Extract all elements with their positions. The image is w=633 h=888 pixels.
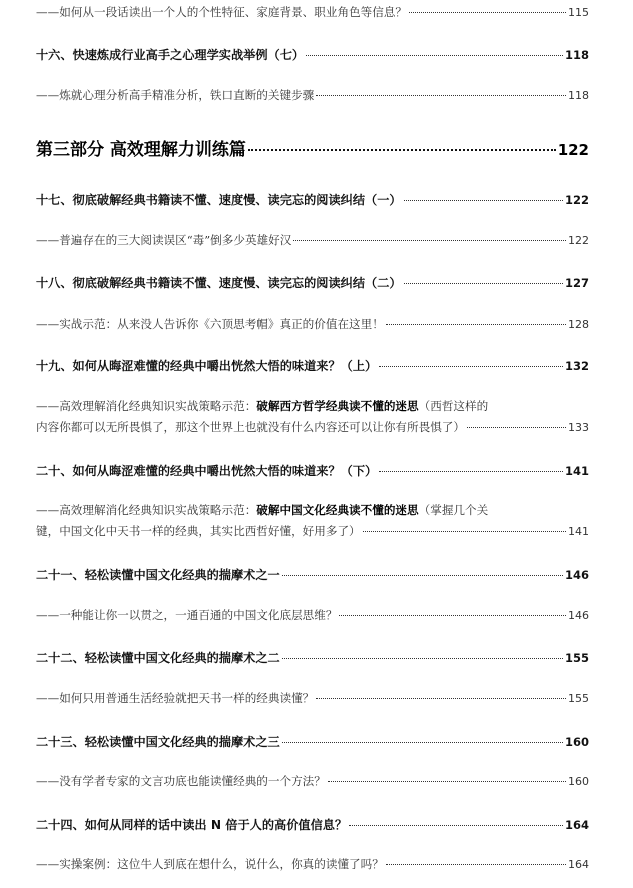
- entry-text: ——炼就心理分析高手精准分析，铁口直断的关键步骤: [36, 88, 315, 102]
- entry-text: ——如何从一段话读出一个人的个性特征、家庭背景、职业角色等信息？: [36, 5, 408, 19]
- toc-entry-subtitle[interactable]: [36, 690, 589, 706]
- dot-leader: [379, 471, 563, 472]
- page-number: 141: [568, 525, 589, 538]
- page-number: 141: [564, 464, 589, 478]
- toc-entry-chapter[interactable]: [36, 191, 589, 208]
- toc-entry-subtitle-multiline[interactable]: [36, 396, 589, 438]
- dot-leader: [349, 825, 563, 826]
- toc-entry-chapter[interactable]: [36, 274, 589, 291]
- dot-leader: [467, 427, 566, 428]
- entry-text: ——实战示范：从来没人告诉你《六顶思考帽》真正的价值在这里！: [36, 317, 384, 331]
- page-number: 122: [564, 193, 589, 207]
- toc-entry-subtitle[interactable]: [36, 316, 589, 332]
- entry-text: ——一种能让你一以贯之，一通百通的中国文化底层思维？: [36, 608, 338, 622]
- page-number: 128: [568, 318, 589, 331]
- page-number: 115: [568, 6, 589, 19]
- page-number: 146: [568, 609, 589, 622]
- dot-leader: [282, 742, 563, 743]
- entry-text: ——实操案例：这位牛人到底在想什么，说什么，你真的读懂了吗？: [36, 857, 384, 871]
- dot-leader: [248, 149, 556, 151]
- dot-leader: [339, 615, 566, 616]
- entry-highlight: 破解中国文化经典读不懂的迷思: [256, 503, 419, 517]
- toc-entry-chapter[interactable]: [36, 816, 589, 833]
- dot-leader: [379, 366, 563, 367]
- entry-text: ——没有学者专家的文言功底也能读懂经典的一个方法？: [36, 774, 326, 788]
- entry-line-1: [36, 500, 589, 521]
- page-number: 122: [557, 141, 589, 159]
- toc-entry-chapter[interactable]: [36, 733, 589, 750]
- toc-entry-part[interactable]: [36, 135, 589, 160]
- dot-leader: [386, 324, 566, 325]
- page-number: 127: [564, 276, 589, 290]
- entry-highlight: 破解西方哲学经典读不懂的迷思: [256, 399, 419, 413]
- entry-prefix: ——高效理解消化经典知识实战策略示范：: [36, 399, 257, 413]
- dot-leader: [282, 658, 563, 659]
- page-number: 155: [564, 651, 589, 665]
- dot-leader: [306, 55, 563, 56]
- entry-text: ——普遍存在的三大阅读误区“毒”倒多少英雄好汉: [36, 233, 292, 247]
- dot-leader: [328, 781, 566, 782]
- entry-text: 十七、彻底破解经典书籍读不懂、速度慢、读完忘的阅读纠结（一）: [36, 193, 402, 207]
- toc-page: [36, 0, 589, 888]
- entry-rest: （西哲这样的: [418, 399, 489, 413]
- dot-leader: [363, 531, 566, 532]
- toc-entry-subtitle[interactable]: [36, 773, 589, 789]
- toc-entry-subtitle[interactable]: [36, 607, 589, 623]
- toc-entry-subtitle[interactable]: [36, 856, 589, 872]
- dot-leader: [282, 575, 563, 576]
- dot-leader: [316, 95, 566, 96]
- entry-text: 第三部分 高效理解力训练篇: [36, 140, 246, 160]
- page-number: 118: [568, 89, 589, 102]
- page-number: 133: [568, 421, 589, 434]
- toc-entry-subtitle-multiline[interactable]: [36, 500, 589, 542]
- dot-leader: [316, 698, 566, 699]
- entry-continuation: 内容你都可以无所畏惧了，那这个世界上也就没有什么内容还可以让你有所畏惧了）: [36, 420, 465, 434]
- entry-continuation: 键，中国文化中天书一样的经典，其实比西哲好懂，好用多了）: [36, 524, 361, 538]
- entry-text: 二十三、轻松读懂中国文化经典的揣摩术之三: [36, 735, 280, 749]
- page-number: 164: [568, 858, 589, 871]
- entry-line-2: [36, 417, 589, 438]
- dot-leader: [409, 12, 566, 13]
- entry-line-2: [36, 521, 589, 542]
- dot-leader: [404, 283, 563, 284]
- page-number: 146: [564, 568, 589, 582]
- entry-prefix: ——高效理解消化经典知识实战策略示范：: [36, 503, 257, 517]
- page-number: 160: [564, 735, 589, 749]
- toc-entry-chapter[interactable]: [36, 46, 589, 63]
- entry-text: 十九、如何从晦涩难懂的经典中嚼出恍然大悟的味道来？（上）: [36, 359, 378, 373]
- page-number: 132: [564, 359, 589, 373]
- toc-entry-chapter[interactable]: [36, 566, 589, 583]
- toc-entry-chapter[interactable]: [36, 462, 589, 479]
- dot-leader: [404, 200, 563, 201]
- toc-entry-subtitle[interactable]: [36, 232, 589, 248]
- dot-leader: [386, 864, 566, 865]
- page-number: 164: [564, 818, 589, 832]
- entry-text: 二十、如何从晦涩难懂的经典中嚼出恍然大悟的味道来？（下）: [36, 464, 378, 478]
- entry-text: 十六、快速炼成行业高手之心理学实战举例（七）: [36, 48, 305, 62]
- toc-entry-subtitle[interactable]: [36, 87, 589, 103]
- entry-rest: （掌握几个关: [418, 503, 489, 517]
- entry-text: 二十二、轻松读懂中国文化经典的揣摩术之二: [36, 651, 280, 665]
- toc-entry-chapter[interactable]: [36, 649, 589, 666]
- entry-text: 二十四、如何从同样的话中读出 N 倍于人的高价值信息？: [36, 818, 348, 832]
- dot-leader: [293, 240, 566, 241]
- toc-entry-subtitle[interactable]: [36, 4, 589, 20]
- entry-text: 十八、彻底破解经典书籍读不懂、速度慢、读完忘的阅读纠结（二）: [36, 276, 402, 290]
- entry-line-1: [36, 396, 589, 417]
- page-number: 160: [568, 775, 589, 788]
- toc-entry-chapter[interactable]: [36, 357, 589, 374]
- page-number: 122: [568, 234, 589, 247]
- entry-text: 二十一、轻松读懂中国文化经典的揣摩术之一: [36, 568, 280, 582]
- page-number: 155: [568, 692, 589, 705]
- entry-text: ——如何只用普通生活经验就把天书一样的经典读懂？: [36, 691, 315, 705]
- page-number: 118: [564, 48, 589, 62]
